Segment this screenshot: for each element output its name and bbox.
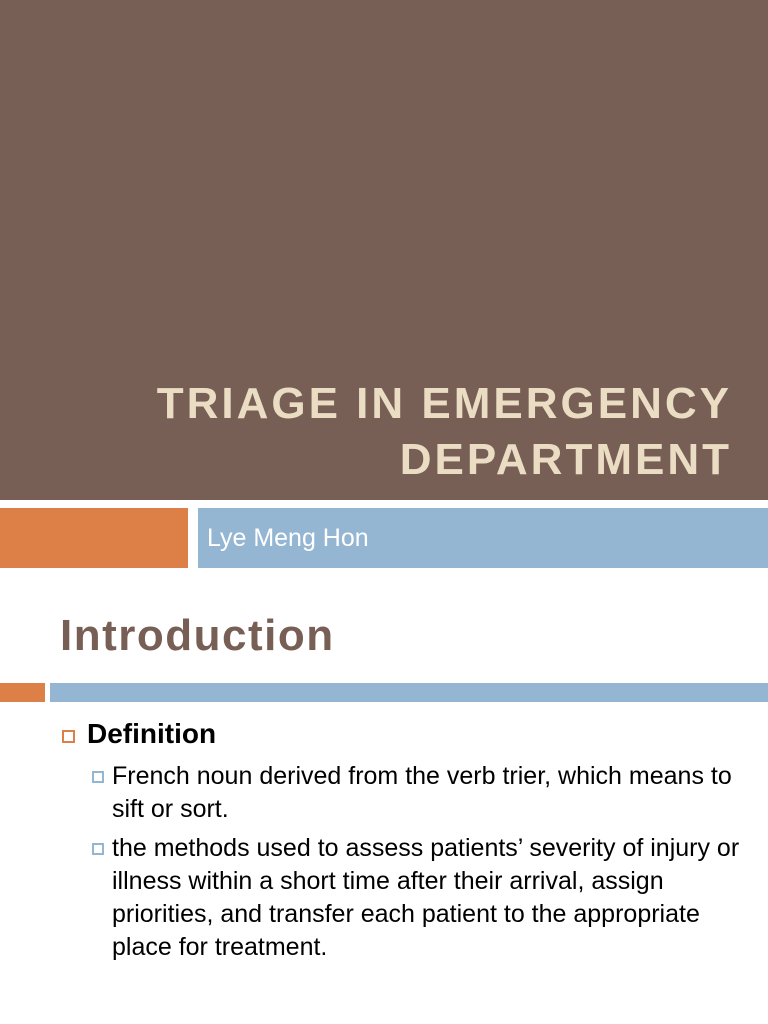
slide-subtitle: Lye Meng Hon	[207, 524, 369, 552]
bullet-item	[62, 716, 216, 752]
sub-bullet-item	[92, 760, 742, 826]
square-bullet-icon	[92, 771, 104, 783]
sub-bullet-text: the methods used to assess patients’ severity of injury or illness within a short time after their arrival, assign priorities, and transfer each patient to the appropriate place for treatment.	[112, 834, 740, 961]
sub-bullet-text: French noun derived from the verb trier, which means to sift or sort.	[112, 762, 732, 823]
heading-rule-blue	[50, 683, 768, 702]
content-slide	[0, 576, 768, 1024]
bullet-text: Definition	[87, 718, 217, 749]
slide-title-line-2: DEPARTMENT	[399, 435, 732, 484]
accent-block-orange	[0, 508, 188, 568]
sub-bullet-list	[92, 760, 742, 970]
heading-rule-orange	[0, 683, 45, 702]
slide-title	[32, 376, 732, 488]
square-bullet-icon	[92, 843, 104, 855]
sub-bullet-item	[92, 832, 742, 964]
section-heading: Introduction	[60, 611, 335, 660]
slide-title-line-1: TRIAGE IN EMERGENCY	[156, 379, 732, 428]
square-bullet-icon	[62, 730, 75, 743]
